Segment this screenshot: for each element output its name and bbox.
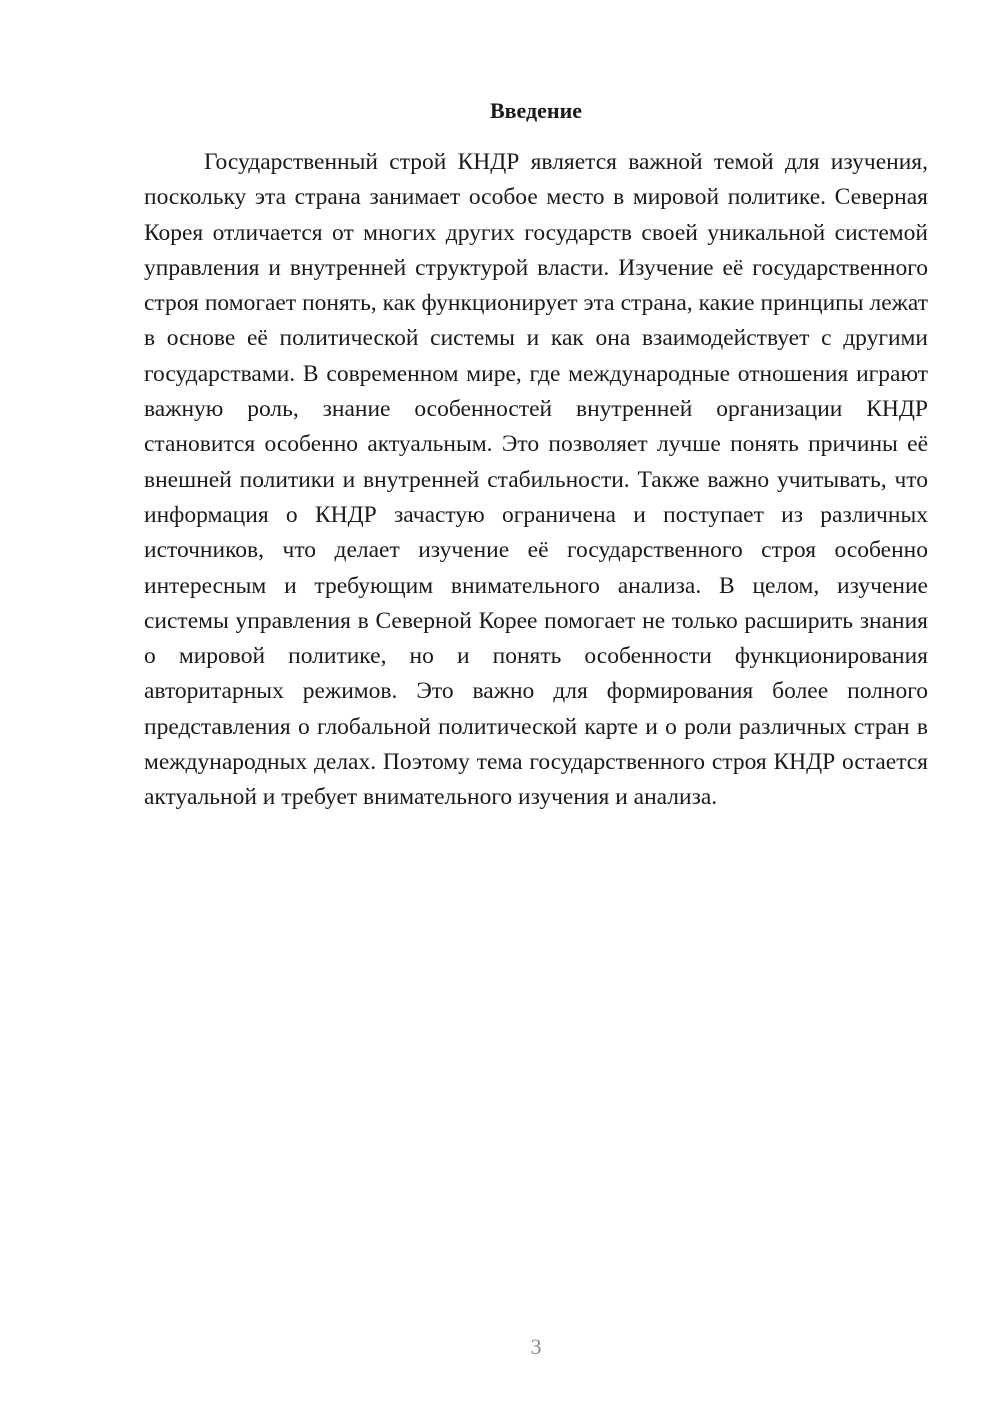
section-heading: Введение	[489, 98, 583, 123]
page-number: 3	[530, 1334, 542, 1359]
introduction-paragraph: Государственный строй КНДР является важной темой для изучения, поскольку эта страна занимает особое место в мировой политике. Северная Корея отличается от многих других государств своей уникальной системой управления и внутренней структурой власти. Изучение её государственного строя помогает понять, как функционирует эта страна, какие принципы лежат в основе её политической системы и как она взаимодействует с другими государствами. В современном мире, где международные отношения играют важную роль, знание особенностей внутренней организации КНДР становится особенно актуальным. Это позволяет лучше понять причины её внешней политики и внутренней стабильности. Также важно учитывать, что информация о КНДР зачастую ограничена и поступает из различных источников, что делает изучение её государственного строя особенно интересным и требующим внимательного анализа. В целом, изучение системы управления в Северной Корее помогает не только расширить знания о мировой политике, но и понять особенности функционирования авторитарных режимов. Это важно для формирования более полного представления о глобальной политической карте и о роли различных стран в международных делах. Поэтому тема государственного строя КНДР остается актуальной и требует внимательного изучения и анализа.	[144, 149, 928, 811]
